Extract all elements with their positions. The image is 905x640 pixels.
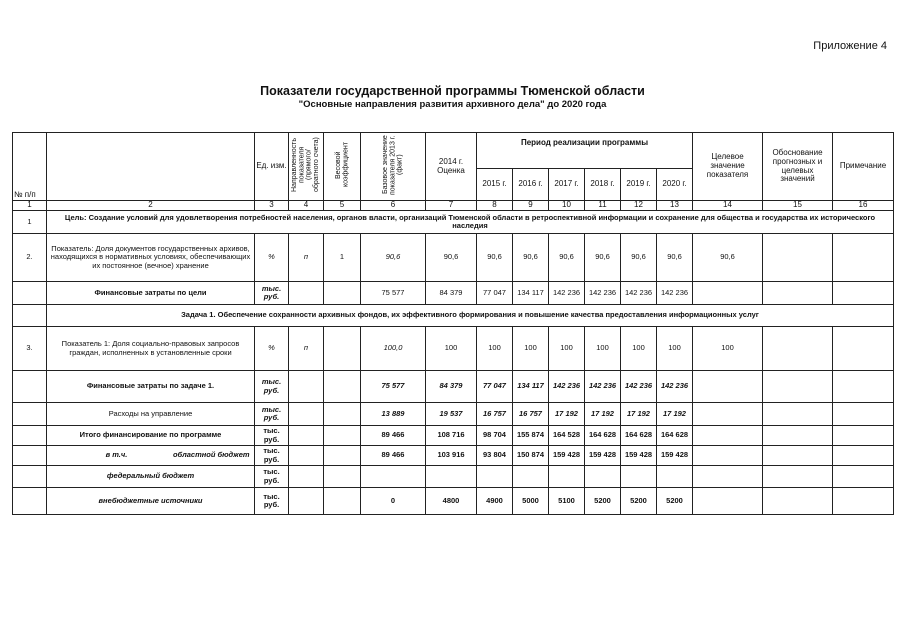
justification-cell [763, 403, 833, 426]
year-cell: 142 236 [585, 282, 621, 305]
year-cell [549, 466, 585, 488]
unit-cell: тыс. руб. [255, 371, 289, 403]
year-cell: 134 117 [513, 371, 549, 403]
target-cell: 100 [693, 327, 763, 371]
direction-cell [289, 466, 324, 488]
unit-cell: тыс. руб. [255, 282, 289, 305]
col-number: 7 [426, 201, 477, 211]
base-cell [361, 466, 426, 488]
year-cell: 142 236 [621, 282, 657, 305]
document-title: Показатели государственной программы Тюменской области [260, 84, 645, 98]
row-num [13, 446, 47, 466]
target-cell [693, 426, 763, 446]
year-cell: 17 192 [549, 403, 585, 426]
year-cell: 164 628 [585, 426, 621, 446]
row-name: Финансовые затраты по цели [47, 282, 255, 305]
year-cell: 142 236 [549, 371, 585, 403]
col-number: 10 [549, 201, 585, 211]
row-name: Расходы на управление [47, 403, 255, 426]
note-cell [833, 371, 894, 403]
year-cell: 134 117 [513, 282, 549, 305]
target-cell [693, 446, 763, 466]
year-cell: 159 428 [585, 446, 621, 466]
year-cell: 90,6 [513, 234, 549, 282]
justification-cell [763, 446, 833, 466]
y2014-cell: 19 537 [426, 403, 477, 426]
row-num: 2. [13, 234, 47, 282]
weight-cell [324, 371, 361, 403]
row-num [13, 282, 47, 305]
year-cell: 4900 [477, 488, 513, 515]
base-cell: 0 [361, 488, 426, 515]
goal-text: Цель: Создание условий для удовлетворения потребностей населения, органов власти, организаций Тюменской области в ретроспективной информации и сохранение для общества и государства их исторического наследия [47, 211, 894, 234]
header-row [13, 133, 894, 169]
year-cell: 164 628 [657, 426, 693, 446]
target-cell [693, 403, 763, 426]
year-cell [657, 466, 693, 488]
col-number: 9 [513, 201, 549, 211]
direction-cell [289, 371, 324, 403]
year-cell: 142 236 [657, 282, 693, 305]
extra-budget-row [13, 488, 894, 515]
col-number: 3 [255, 201, 289, 211]
year-cell: 159 428 [621, 446, 657, 466]
col-number: 12 [621, 201, 657, 211]
indicator-name: Показатель: Доля документов государственных архивов, находящихся в нормативных условиях, обеспечивающих их постоянное (вечное) хранение [47, 234, 255, 282]
header-unit: Ед. изм. [255, 133, 289, 201]
year-cell: 100 [513, 327, 549, 371]
weight-cell: 1 [324, 234, 361, 282]
col-number: 1 [13, 201, 47, 211]
direction-cell [289, 488, 324, 515]
row-num [13, 488, 47, 515]
year-cell: 159 428 [549, 446, 585, 466]
year-cell [513, 466, 549, 488]
justification-cell [763, 426, 833, 446]
year-cell: 17 192 [621, 403, 657, 426]
direction-cell [289, 426, 324, 446]
header-year: 2020 г. [657, 169, 693, 201]
total-row [13, 426, 894, 446]
year-cell: 142 236 [549, 282, 585, 305]
note-cell [833, 426, 894, 446]
federal-budget-row [13, 466, 894, 488]
year-cell: 155 874 [513, 426, 549, 446]
year-cell: 100 [585, 327, 621, 371]
justification-cell [763, 371, 833, 403]
year-cell: 100 [621, 327, 657, 371]
row-num [13, 426, 47, 446]
weight-cell [324, 446, 361, 466]
col-number: 4 [289, 201, 324, 211]
header-name [47, 133, 255, 201]
header-note: Примечание [833, 133, 894, 201]
year-cell: 142 236 [621, 371, 657, 403]
direction-cell: п [289, 327, 324, 371]
year-cell: 77 047 [477, 282, 513, 305]
col-number: 16 [833, 201, 894, 211]
base-cell: 75 577 [361, 371, 426, 403]
row-num [13, 466, 47, 488]
unit-cell: % [255, 327, 289, 371]
management-row [13, 403, 894, 426]
note-cell [833, 488, 894, 515]
justification-cell [763, 466, 833, 488]
header-year: 2019 г. [621, 169, 657, 201]
year-cell: 90,6 [585, 234, 621, 282]
note-cell [833, 403, 894, 426]
header-year: 2015 г. [477, 169, 513, 201]
fin-goal-row [13, 282, 894, 305]
prefix-label: в т.ч. [105, 450, 128, 460]
target-cell [693, 466, 763, 488]
task-text: Задача 1. Обеспечение сохранности архивных фондов, их эффективного формирования и повышение качества предоставления информационных услуг [47, 305, 894, 327]
year-cell: 90,6 [549, 234, 585, 282]
row-num [13, 371, 47, 403]
row-name: внебюджетные источники [47, 488, 255, 515]
year-cell: 5200 [657, 488, 693, 515]
unit-cell: тыс. руб. [255, 403, 289, 426]
col-number: 14 [693, 201, 763, 211]
direction-cell [289, 446, 324, 466]
weight-cell [324, 488, 361, 515]
fin-task-row [13, 371, 894, 403]
y2014-cell: 108 716 [426, 426, 477, 446]
appendix-label: Приложение 4 [813, 40, 887, 52]
header-target: Целевое значение показателя [693, 133, 763, 201]
col-number: 13 [657, 201, 693, 211]
header-direction: Направленность показателя (прямого/ обратного счета) [289, 133, 324, 201]
document-subtitle: "Основные направления развития архивного дела" до 2020 года [298, 99, 607, 110]
y2014-cell: 4800 [426, 488, 477, 515]
direction-cell [289, 403, 324, 426]
year-cell: 100 [477, 327, 513, 371]
year-cell: 164 628 [621, 426, 657, 446]
year-cell: 17 192 [657, 403, 693, 426]
year-cell: 98 704 [477, 426, 513, 446]
year-cell: 90,6 [477, 234, 513, 282]
year-cell [585, 466, 621, 488]
col-number: 8 [477, 201, 513, 211]
header-year: 2016 г. [513, 169, 549, 201]
base-cell: 89 466 [361, 446, 426, 466]
year-cell: 100 [657, 327, 693, 371]
target-cell [693, 488, 763, 515]
year-cell [477, 466, 513, 488]
target-cell [693, 371, 763, 403]
weight-cell [324, 426, 361, 446]
header-2014: 2014 г. Оценка [426, 133, 477, 201]
header-year: 2017 г. [549, 169, 585, 201]
justification-cell [763, 282, 833, 305]
year-cell: 5200 [621, 488, 657, 515]
col-number: 6 [361, 201, 426, 211]
base-cell: 89 466 [361, 426, 426, 446]
year-cell: 150 874 [513, 446, 549, 466]
y2014-cell [426, 466, 477, 488]
row-name: Финансовые затраты по задаче 1. [47, 371, 255, 403]
note-cell [833, 327, 894, 371]
year-cell: 5100 [549, 488, 585, 515]
note-cell [833, 446, 894, 466]
row-num [13, 305, 47, 327]
year-cell: 142 236 [657, 371, 693, 403]
year-cell: 164 528 [549, 426, 585, 446]
weight-cell [324, 403, 361, 426]
task-row [13, 305, 894, 327]
year-cell [621, 466, 657, 488]
header-base: Базовое значение показателя 2013 г. (факт) [361, 133, 426, 201]
target-cell [693, 282, 763, 305]
regional-budget-row [13, 446, 894, 466]
note-cell [833, 234, 894, 282]
target-cell: 90,6 [693, 234, 763, 282]
weight-cell [324, 466, 361, 488]
year-cell: 90,6 [657, 234, 693, 282]
year-cell: 5200 [585, 488, 621, 515]
direction-cell: п [289, 234, 324, 282]
header-weight: Весовой коэффициент [324, 133, 361, 201]
column-numbers-row [13, 201, 894, 211]
year-cell: 17 192 [585, 403, 621, 426]
note-cell [833, 466, 894, 488]
unit-cell: тыс. руб. [255, 446, 289, 466]
goal-num: 1 [13, 211, 47, 234]
col-number: 5 [324, 201, 361, 211]
base-cell: 75 577 [361, 282, 426, 305]
y2014-cell: 90,6 [426, 234, 477, 282]
indicators-table [12, 132, 894, 515]
col-number: 2 [47, 201, 255, 211]
weight-cell [324, 327, 361, 371]
goal-row [13, 211, 894, 234]
unit-cell: тыс. руб. [255, 466, 289, 488]
justification-cell [763, 234, 833, 282]
base-cell: 13 889 [361, 403, 426, 426]
indicator-name: Показатель 1: Доля социально-правовых запросов граждан, исполненных в установленные сроки [47, 327, 255, 371]
indicator-row-2 [13, 327, 894, 371]
unit-cell: % [255, 234, 289, 282]
year-cell: 142 236 [585, 371, 621, 403]
year-cell: 100 [549, 327, 585, 371]
y2014-cell: 103 916 [426, 446, 477, 466]
justification-cell [763, 327, 833, 371]
base-cell: 90,6 [361, 234, 426, 282]
header-num: № п/п [13, 133, 47, 201]
unit-cell: тыс. руб. [255, 426, 289, 446]
year-cell: 77 047 [477, 371, 513, 403]
year-cell: 16 757 [513, 403, 549, 426]
weight-cell [324, 282, 361, 305]
y2014-cell: 100 [426, 327, 477, 371]
col-number: 11 [585, 201, 621, 211]
note-cell [833, 282, 894, 305]
header-period: Период реализации программы [477, 133, 693, 169]
regional-label: областной бюджет [172, 450, 250, 460]
row-name: федеральный бюджет [47, 466, 255, 488]
year-cell: 159 428 [657, 446, 693, 466]
indicator-row-1 [13, 234, 894, 282]
header-year: 2018 г. [585, 169, 621, 201]
year-cell: 93 804 [477, 446, 513, 466]
row-name: Итого финансирование по программе [47, 426, 255, 446]
year-cell: 90,6 [621, 234, 657, 282]
row-name [47, 446, 255, 466]
year-cell: 5000 [513, 488, 549, 515]
row-num: 3. [13, 327, 47, 371]
col-number: 15 [763, 201, 833, 211]
header-justification: Обоснование прогнозных и целевых значений [763, 133, 833, 201]
base-cell: 100,0 [361, 327, 426, 371]
year-cell: 16 757 [477, 403, 513, 426]
unit-cell: тыс. руб. [255, 488, 289, 515]
y2014-cell: 84 379 [426, 371, 477, 403]
justification-cell [763, 488, 833, 515]
row-num [13, 403, 47, 426]
y2014-cell: 84 379 [426, 282, 477, 305]
direction-cell [289, 282, 324, 305]
